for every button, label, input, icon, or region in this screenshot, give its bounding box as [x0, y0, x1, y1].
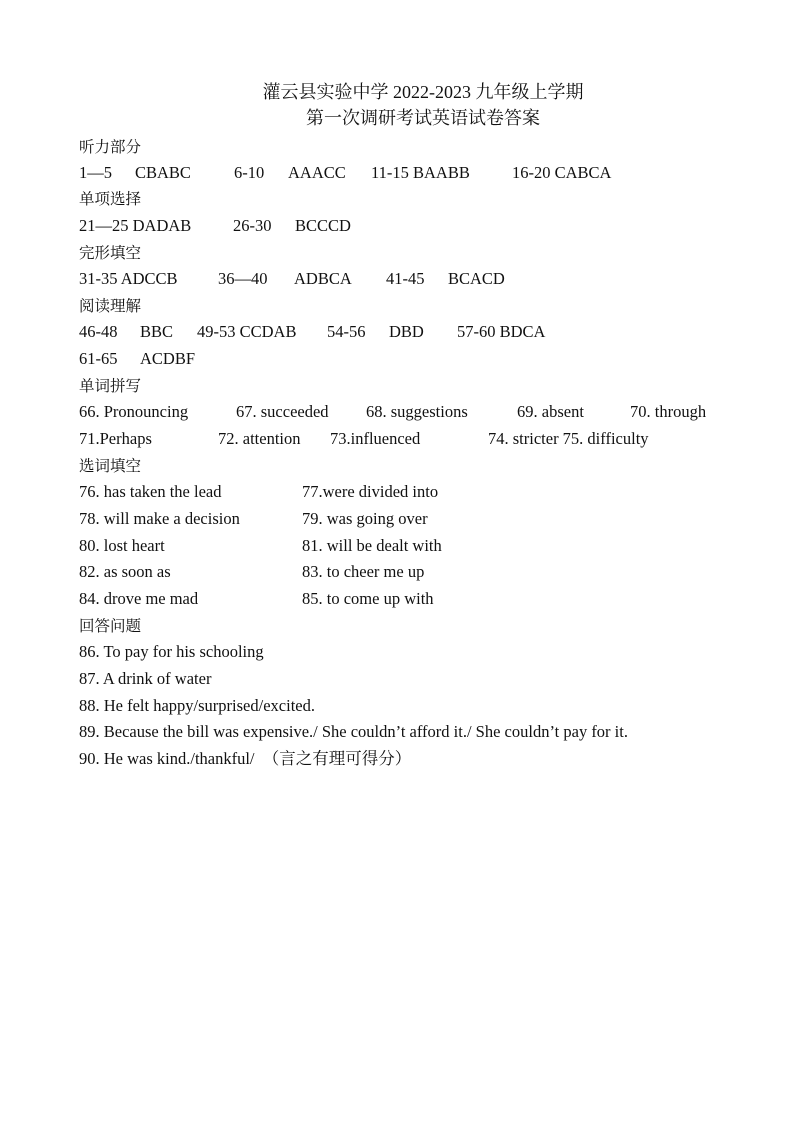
- answer-item: 71.Perhaps: [79, 429, 152, 448]
- answer-range: 1—5: [79, 163, 112, 182]
- answer-item: 70. through: [630, 402, 707, 421]
- answer-range: 26-30: [233, 216, 272, 235]
- section-heading-phrase-fill: 选词填空: [79, 457, 142, 475]
- answer-item: 85. to come up with: [302, 589, 434, 608]
- document-title: 灌云县实验中学 2022-2023 九年级上学期: [262, 82, 584, 102]
- section-heading-reading: 阅读理解: [79, 297, 142, 315]
- answer-item: 72. attention: [218, 429, 301, 448]
- answer-range-value: 49-53 CCDAB: [197, 322, 297, 341]
- answer-range: 61-65: [79, 349, 118, 368]
- answer-item: 76. has taken the lead: [79, 482, 222, 501]
- section-heading-spelling: 单词拼写: [79, 377, 142, 395]
- document-subtitle: 第一次调研考试英语试卷答案: [306, 108, 540, 128]
- answer-range: 36—40: [218, 269, 268, 288]
- answer-range: 41-45: [386, 269, 425, 288]
- answer-range-value: 21—25 DADAB: [79, 216, 192, 235]
- answer-value: BCCCD: [295, 216, 351, 235]
- answer-value: DBD: [389, 322, 424, 341]
- answer-item: 82. as soon as: [79, 562, 171, 581]
- answer-value: AAACC: [288, 163, 346, 182]
- answer-item: 67. succeeded: [236, 402, 329, 421]
- answer-item: 66. Pronouncing: [79, 402, 189, 421]
- section-heading-cloze: 完形填空: [79, 244, 142, 262]
- answer-value: BCACD: [448, 269, 505, 288]
- answer-item: 78. will make a decision: [79, 509, 240, 528]
- answer-item: 73.influenced: [330, 429, 421, 448]
- answer-range-value: 57-60 BDCA: [457, 322, 546, 341]
- answer-item: 83. to cheer me up: [302, 562, 425, 581]
- question-answer-88: 88. He felt happy/surprised/excited.: [79, 696, 315, 715]
- answer-range-value: 31-35 ADCCB: [79, 269, 178, 288]
- section-heading-questions: 回答问题: [79, 617, 142, 635]
- question-answer-89: 89. Because the bill was expensive./ She couldn’t afford it./ She couldn’t pay for it.: [79, 722, 628, 741]
- section-heading-single-choice: 单项选择: [79, 190, 142, 208]
- answer-item: 79. was going over: [302, 509, 428, 528]
- section-heading-listening: 听力部分: [79, 138, 142, 156]
- answer-value: ACDBF: [140, 349, 196, 368]
- answer-value: CBABC: [135, 163, 191, 182]
- answer-range-value: 16-20 CABCA: [512, 163, 612, 182]
- answer-value: BBC: [140, 322, 174, 341]
- answer-item: 77.were divided into: [302, 482, 439, 501]
- answer-range-value: 11-15 BAABB: [371, 163, 470, 182]
- answer-range: 54-56: [327, 322, 366, 341]
- answer-item: 84. drove me mad: [79, 589, 199, 608]
- answer-value: ADBCA: [294, 269, 352, 288]
- answer-item: 69. absent: [517, 402, 584, 421]
- answer-item: 80. lost heart: [79, 536, 165, 555]
- question-answer-90: 90. He was kind./thankful/ （言之有理可得分）: [79, 749, 412, 768]
- answer-item: 81. will be dealt with: [302, 536, 442, 555]
- question-answer-86: 86. To pay for his schooling: [79, 642, 264, 661]
- answer-range: 6-10: [234, 163, 265, 182]
- answer-range: 46-48: [79, 322, 118, 341]
- question-answer-87: 87. A drink of water: [79, 669, 212, 688]
- answer-item: 74. stricter 75. difficulty: [488, 429, 649, 448]
- answer-item: 68. suggestions: [366, 402, 468, 421]
